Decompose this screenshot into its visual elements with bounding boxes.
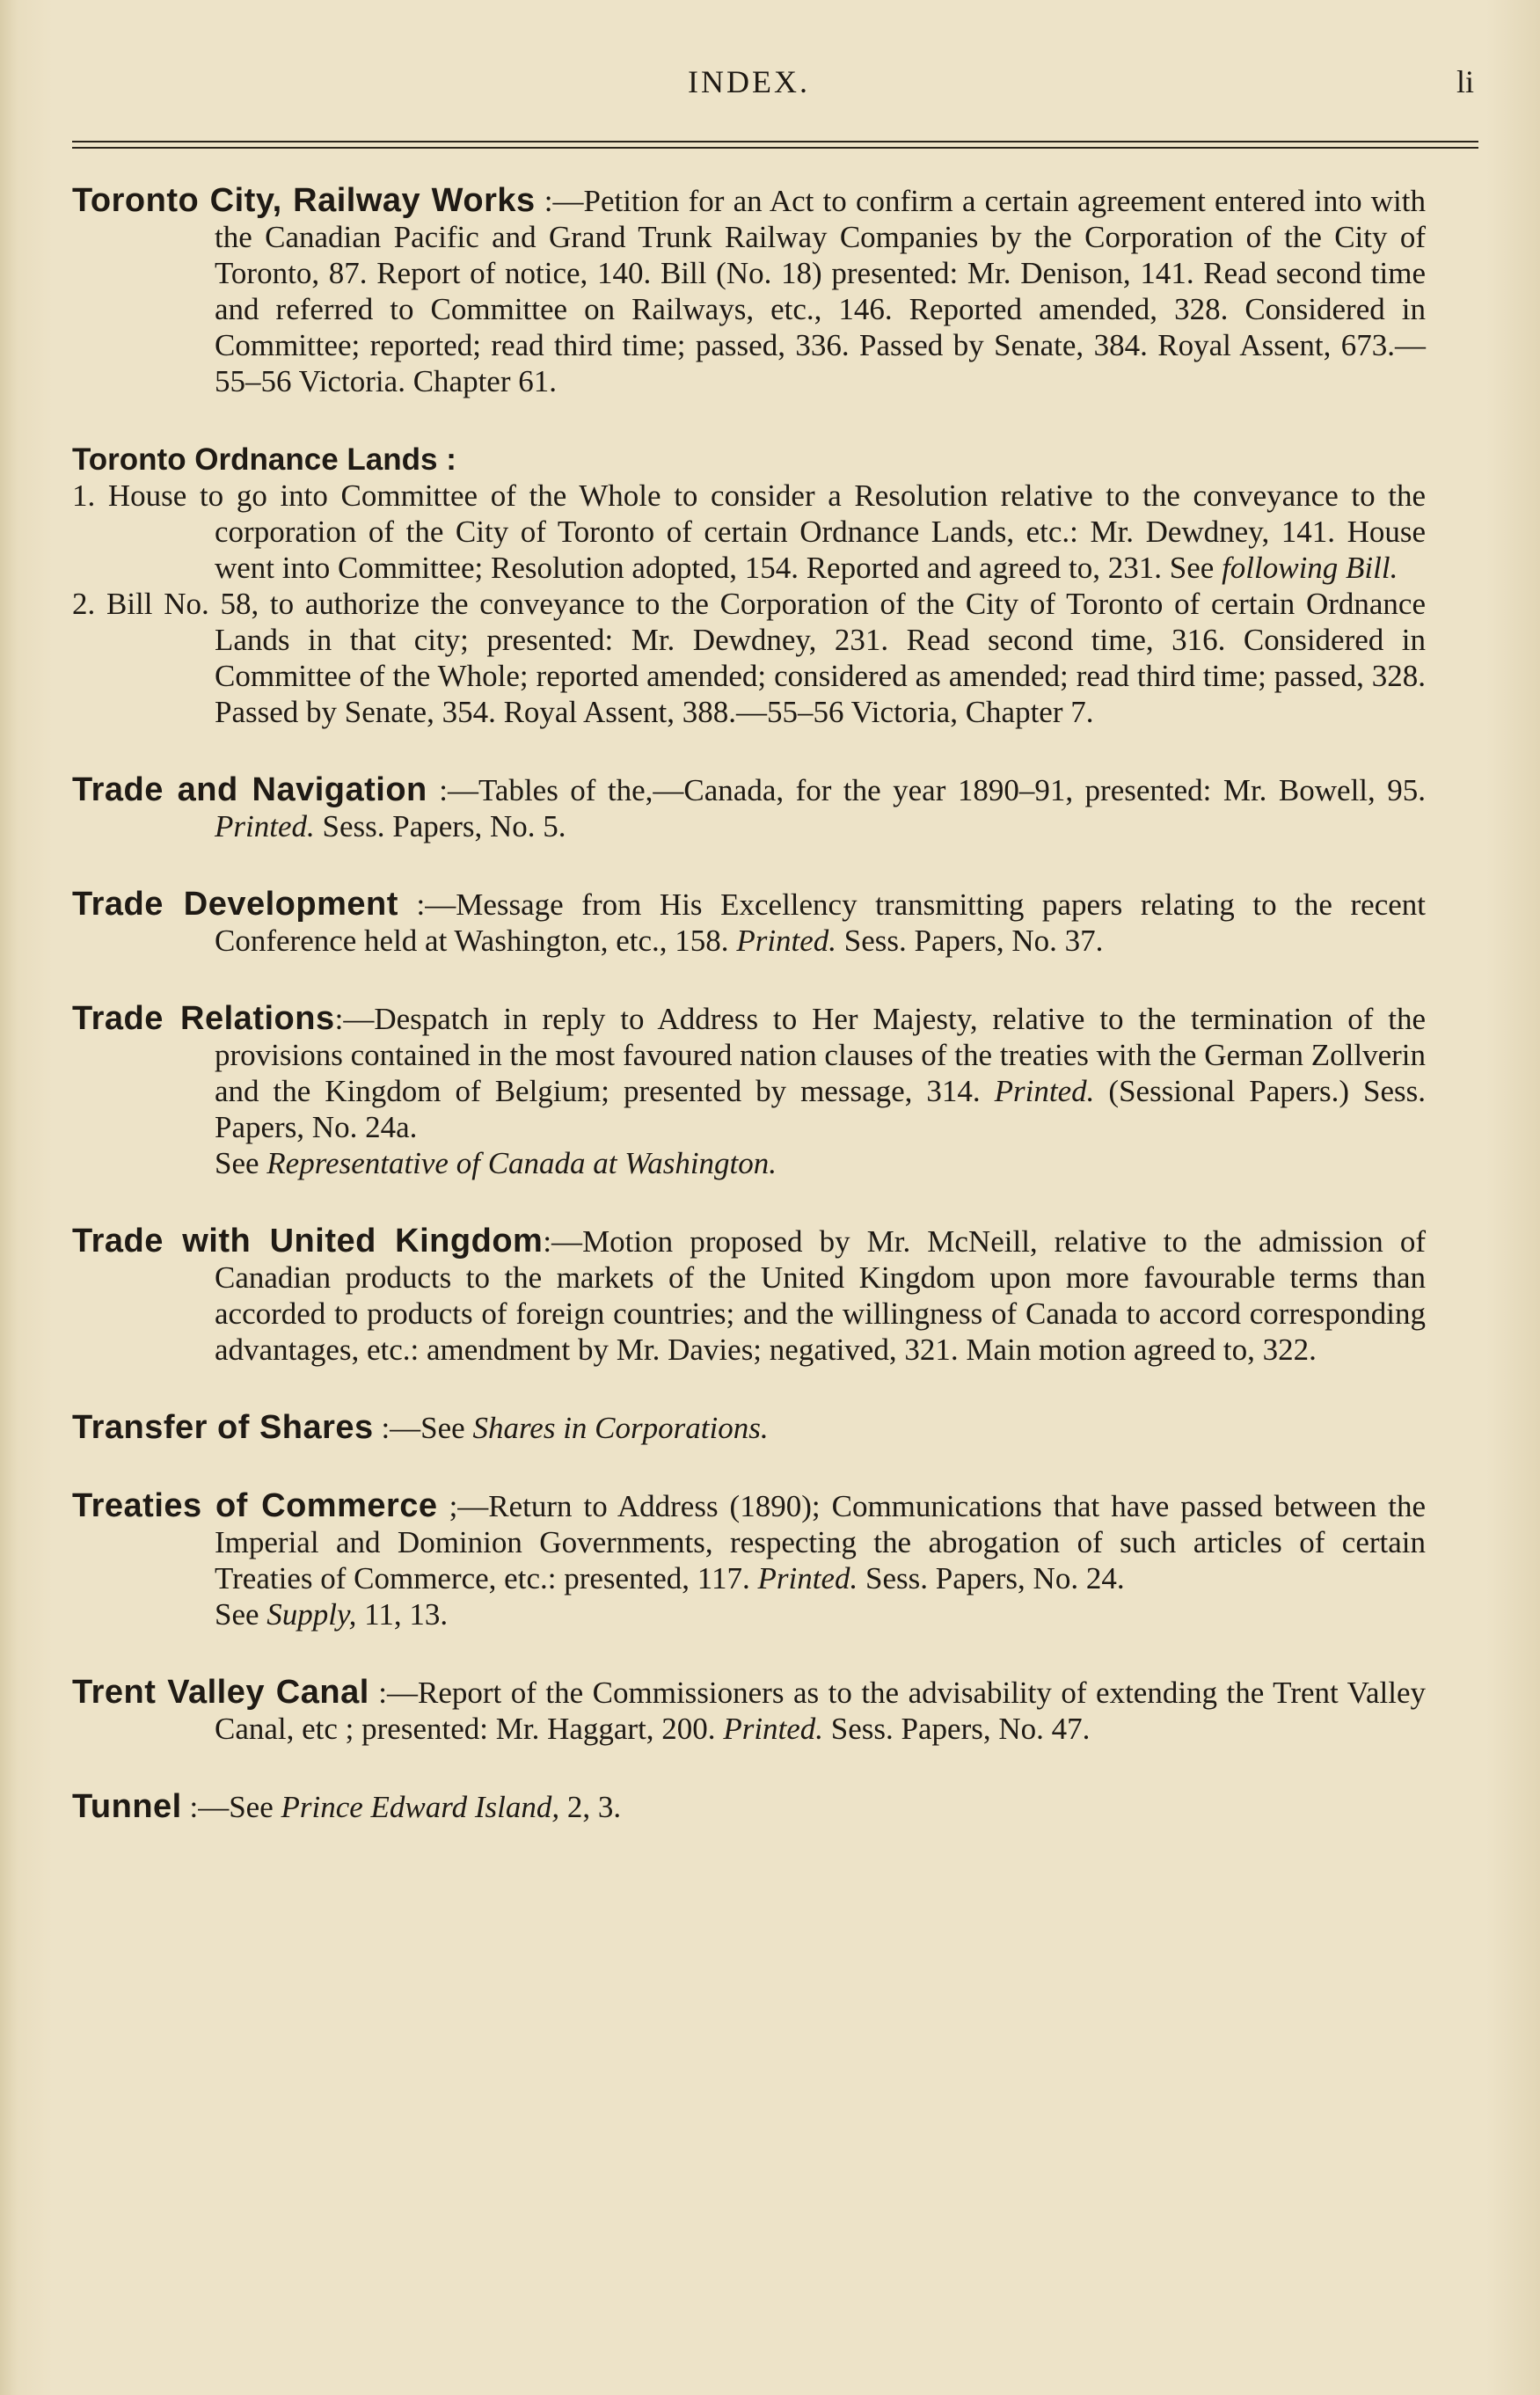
entry-heading: Trade with United Kingdom bbox=[72, 1223, 544, 1260]
entry-body: See bbox=[420, 1411, 473, 1445]
entry-body: Message from His Excellency transmitting papers relating to the recent Conference held at Washington, etc., 158. bbox=[215, 887, 1427, 958]
entry-heading: Trent Valley Canal bbox=[72, 1674, 369, 1711]
entry-text: Transfer of Shares :—See Shares in Corporations. bbox=[72, 1409, 769, 1446]
entry-body: Tables of the,—Canada, for the year 1890–91, presented: Mr. Bowell, 95. bbox=[478, 773, 1426, 807]
sub-entry: 2. Bill No. 58, to authorize the conveyance to the Corporation of the City of Toronto of certain Ordnance Lands in that city; presented: Mr. Dewdney, 231. Read second time, 316. Considered in Committee of the Whole; reported amended; considered as amended; read third time; passed, 328. Passed by Senate, 354. Royal Assent, 388.—55–56 Victoria, Chapter 7. bbox=[72, 587, 1426, 729]
entry-text: Trent Valley Canal :—Report of the Commissioners as to the advisability of extending the Trent Valley Canal, etc ; presented: Mr. Haggart, 200. Printed. Sess. Papers, No. 47. bbox=[72, 1674, 1427, 1746]
entry-heading: Trade and Navigation bbox=[72, 771, 427, 808]
index-entry bbox=[72, 442, 1426, 730]
index-entry bbox=[72, 1223, 1426, 1368]
sub-entry: 1. House to go into Committee of the Whole to consider a Resolution relative to the conveyance to the corporation of the City of Toronto of certain Ordnance Lands, etc.: Mr. Dewdney, 141. House went into Committee; Resolution adopted, 154. Reported and agreed to, 231. See following Bill. bbox=[72, 478, 1426, 585]
entry-text: Treaties of Commerce ;—Return to Address (1890); Communications that have passed between the Imperial and Dominion Governments, respecting the abrogation of such articles of certain Treaties of Commerce, etc.: presented, 117. Printed. Sess. Papers, No. 24. bbox=[72, 1487, 1426, 1595]
entry-heading: Toronto City, Railway Works bbox=[72, 182, 536, 219]
see-reference: See Supply, 11, 13. bbox=[215, 1597, 449, 1632]
index-entry bbox=[72, 1410, 1426, 1446]
entry-text: Trade Relations:—Despatch in reply to Address to Her Majesty, relative to the termination of the provisions contained in the most favoured nation clauses of the treaties with the German Zollverin and the Kingdom of Belgium; presented by message, 314. Printed. (Sessional Papers.) Sess. Papers, No. 24a. bbox=[72, 1000, 1427, 1144]
entry-heading: Tunnel bbox=[72, 1788, 182, 1825]
index-entries bbox=[72, 132, 1426, 1825]
index-entry bbox=[72, 1488, 1426, 1632]
entry-heading: Treaties of Commerce bbox=[72, 1487, 438, 1524]
entry-text: Trade with United Kingdom:—Motion proposed by Mr. McNeill, relative to the admission of Canadian products to the markets of the United Kingdom upon more favourable terms than accorded to products of foreign countries; and the willingness of Canada to accord corresponding advantages, etc.: amendment by Mr. Davies; negatived, 321. Main motion agreed to, 322. bbox=[72, 1223, 1426, 1367]
entry-text: Trade Development :—Message from His Excellency transmitting papers relating to the recent Conference held at Washington, etc., 158. Printed. Sess. Papers, No. 37. bbox=[72, 886, 1427, 958]
entry-body: See bbox=[229, 1790, 281, 1824]
entry-body: Petition for an Act to confirm a certain agreement entered into with the Canadian Pacific and Grand Trunk Railway Companies by the Corporation of the City of Toronto, 87. Report of notice, 140. Bill (No. 18) presented: Mr. Denison, 141. Read second time and referred to Committee on Railways, etc., 146. Reported amended, 328. Considered in Committee; reported; read third time; passed, 336. Passed by Senate, 384. Royal Assent, 673.—55–56 Victoria. Chapter 61. bbox=[215, 184, 1426, 398]
entry-text: Trade and Navigation :—Tables of the,—Canada, for the year 1890–91, presented: Mr. Bowell, 95. Printed. Sess. Papers, No. 5. bbox=[72, 771, 1426, 843]
entry-heading: Trade Development bbox=[72, 886, 398, 923]
entry-heading: Trade Relations bbox=[72, 1000, 335, 1037]
entry-body: Motion proposed by Mr. McNeill, relative to the admission of Canadian products to the markets of the United Kingdom upon more favourable terms than accorded to products of foreign countries; and the willingness of Canada to accord corresponding advantages, etc.: amendment by Mr. Davies; negatived, 321. Main motion agreed to, 322. bbox=[215, 1224, 1426, 1367]
entry-text: Toronto City, Railway Works :—Petition for an Act to confirm a certain agreement entered into with the Canadian Pacific and Grand Trunk Railway Companies by the Corporation of the City of Toronto, 87. Report of notice, 140. Bill (No. 18) presented: Mr. Denison, 141. Read second time and referred to Committee on Railways, etc., 146. Reported amended, 328. Considered in Committee; reported; read third time; passed, 336. Passed by Senate, 384. Royal Assent, 673.—55–56 Victoria. Chapter 61. bbox=[72, 182, 1426, 398]
index-entry bbox=[72, 887, 1426, 959]
entry-body: Report of the Commissioners as to the advisability of extending the Trent Valley Canal, etc ; presented: Mr. Haggart, 200. bbox=[215, 1676, 1427, 1746]
index-entry bbox=[72, 772, 1426, 844]
index-entry bbox=[72, 183, 1426, 399]
page-number: li bbox=[1456, 64, 1474, 99]
index-entry bbox=[72, 1675, 1426, 1747]
index-entry bbox=[72, 1001, 1426, 1181]
entry-heading: Transfer of Shares bbox=[72, 1409, 374, 1446]
page-header bbox=[72, 0, 1474, 132]
running-title: INDEX. bbox=[688, 64, 810, 99]
header-double-rule bbox=[72, 141, 1478, 149]
entry-text: Tunnel :—See Prince Edward Island, 2, 3. bbox=[72, 1788, 622, 1825]
index-entry bbox=[72, 1789, 1426, 1825]
entry-body: Return to Address (1890); Communications that have passed between the Imperial and Dominion Governments, respecting the abrogation of such articles of certain Treaties of Commerce, etc.: presented, 117. bbox=[215, 1489, 1426, 1595]
see-reference: See Representative of Canada at Washington. bbox=[215, 1146, 777, 1180]
entry-heading: Toronto Ordnance Lands : bbox=[72, 442, 456, 477]
entry-body: Despatch in reply to Address to Her Majesty, relative to the termination of the provisions contained in the most favoured nation clauses of the treaties with the German Zollverin and the Kingdom of Belgium; presented by message, 314. bbox=[215, 1002, 1426, 1108]
